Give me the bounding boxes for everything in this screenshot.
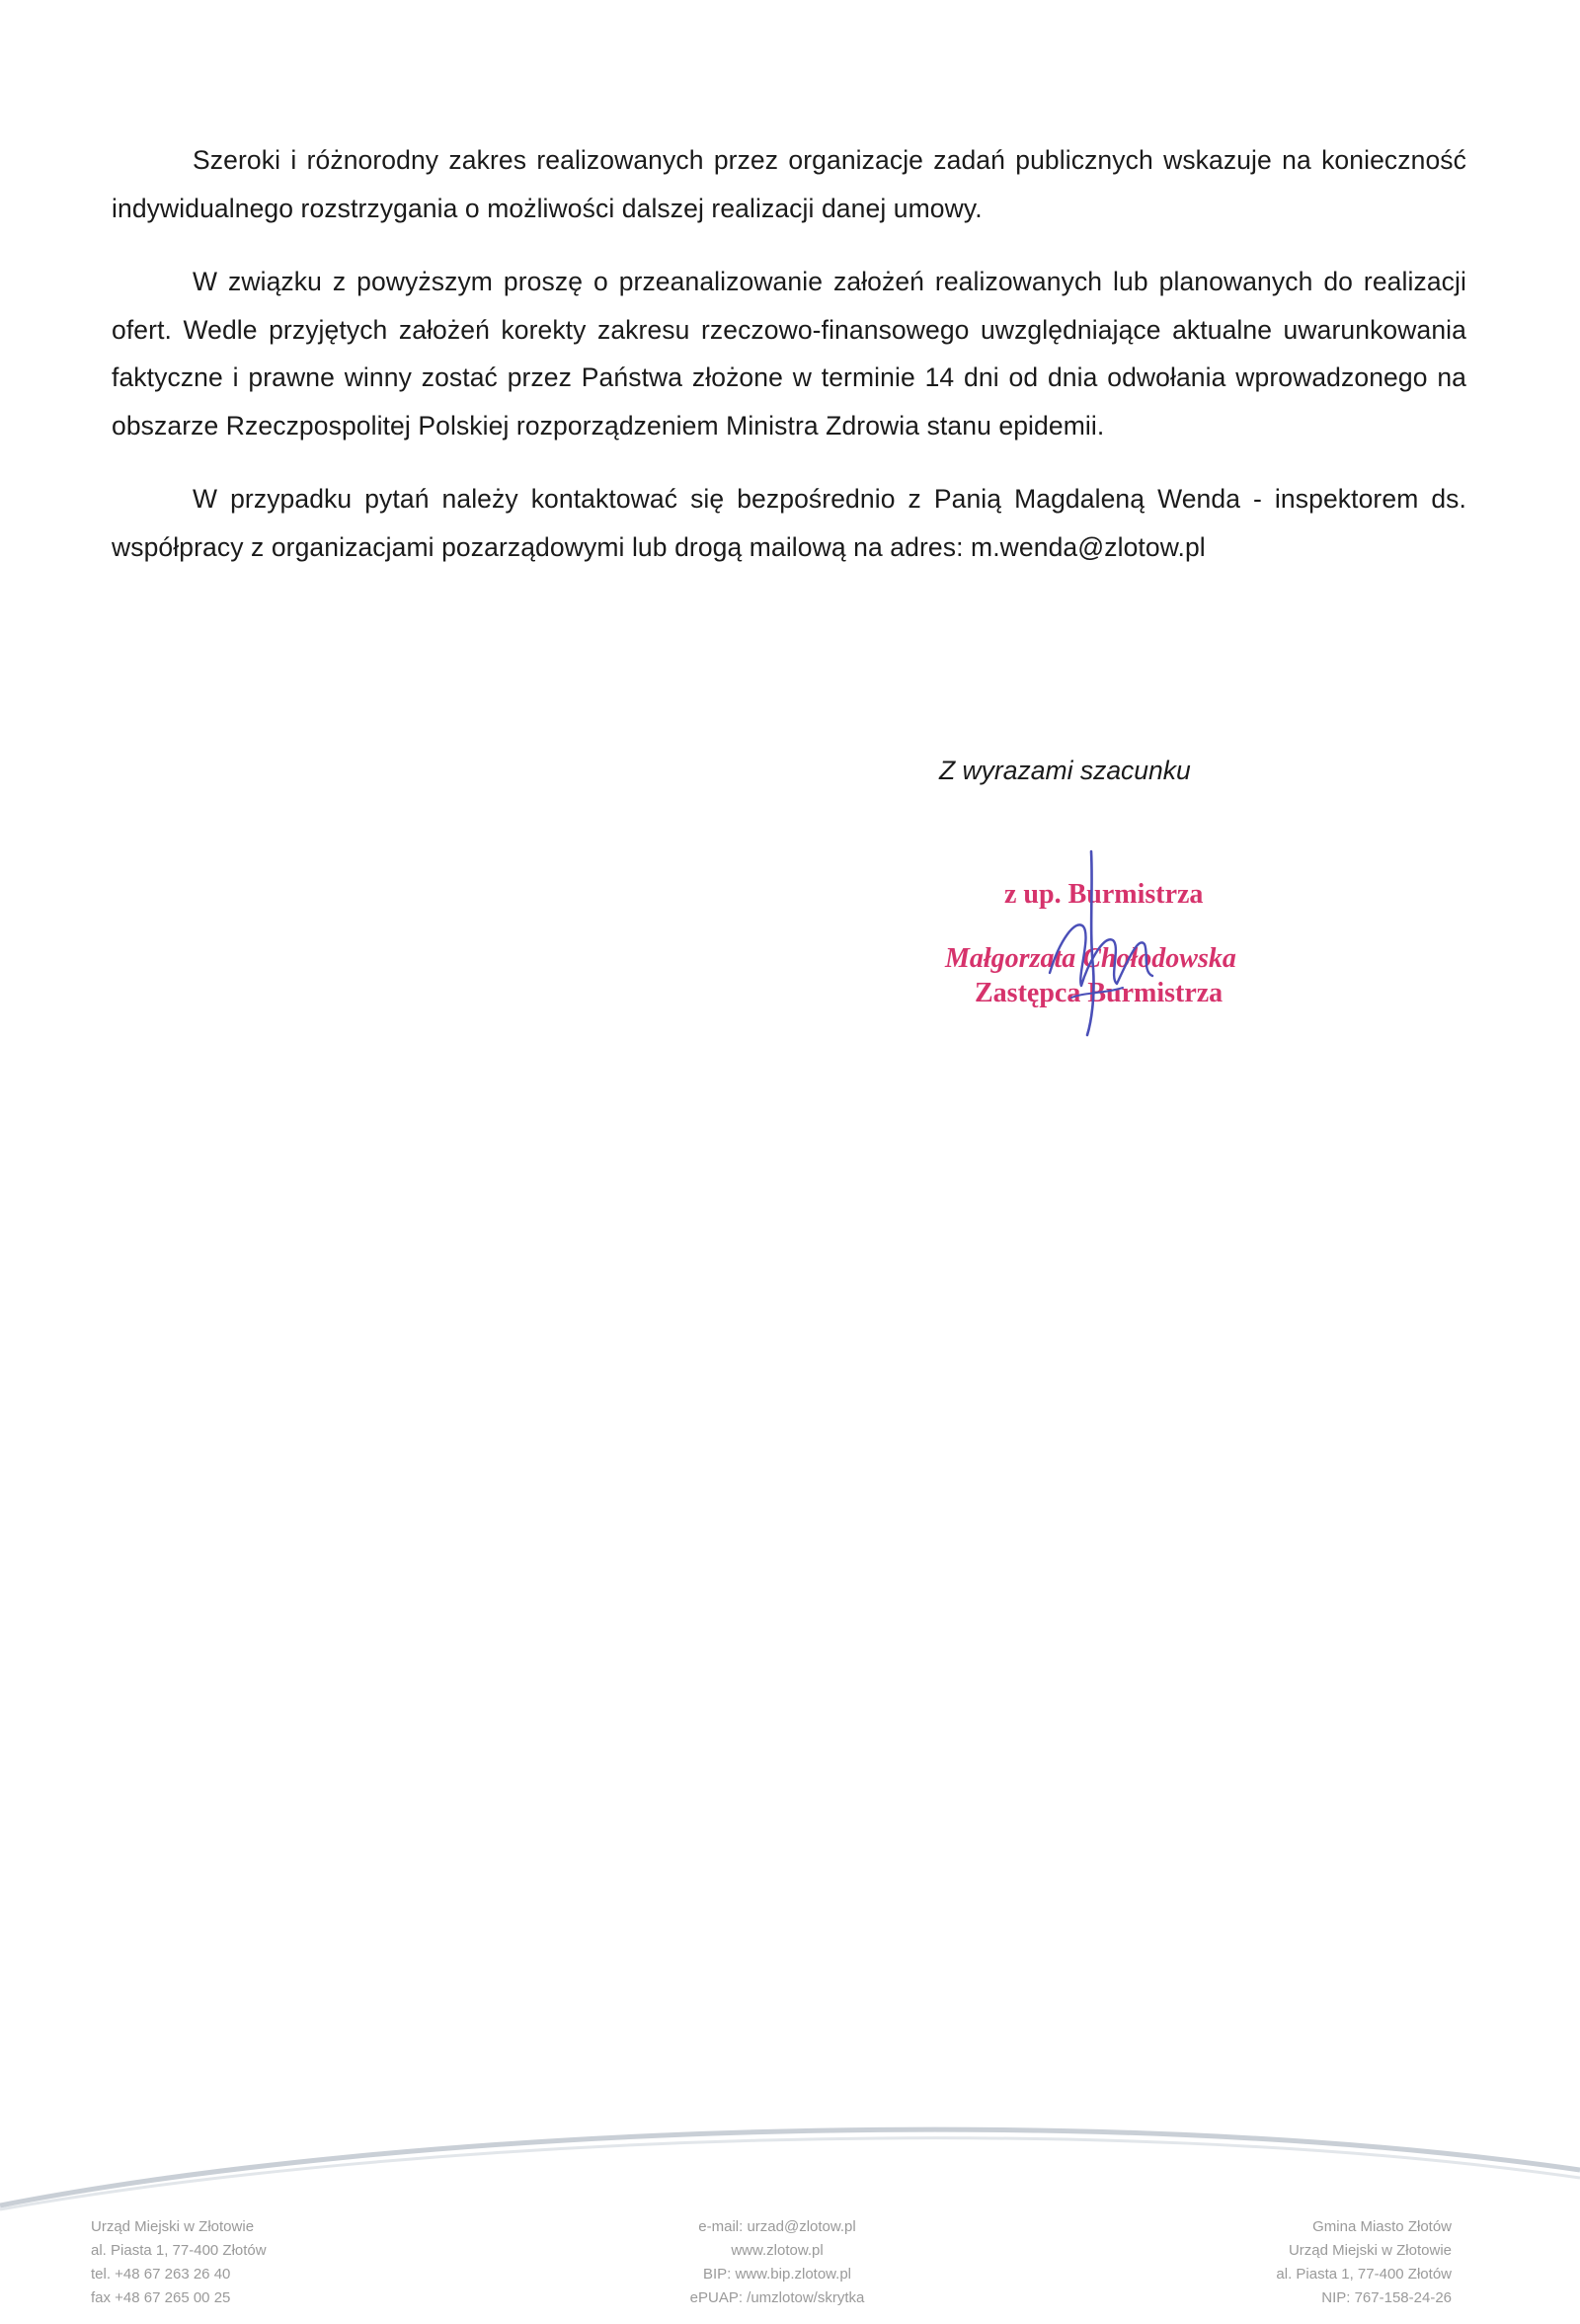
footer-left-line: al. Piasta 1, 77-400 Złotów <box>91 2242 267 2259</box>
footer-left-line: Urząd Miejski w Złotowie <box>91 2218 255 2235</box>
footer-registration <box>1254 2215 1452 2310</box>
footer-left-line: fax +48 67 265 00 25 <box>91 2289 231 2306</box>
paragraph-scope: Szeroki i różnorodny zakres realizowanych przez organizacje zadań publicznych wskazuje na konieczność indywidualnego rozstrzygania o możliwości dalszej realizacji danej umowy. <box>112 145 1466 223</box>
footer-decorative-arc <box>0 2089 1580 2227</box>
closing-salutation: Z wyrazami szacunku <box>939 756 1191 785</box>
footer-center-line: www.zlotow.pl <box>731 2242 824 2259</box>
handwritten-signature <box>1032 849 1170 1037</box>
footer-center-line: BIP: www.bip.zlotow.pl <box>702 2266 852 2283</box>
footer-address <box>91 2215 267 2310</box>
stamp-name: Małgorzata Chołodowska <box>945 943 1236 974</box>
footer-right-line: Urząd Miejski w Złotowie <box>1288 2242 1452 2259</box>
footer-left-line: tel. +48 67 263 26 40 <box>91 2266 231 2283</box>
paragraph-request: W związku z powyższym proszę o przeanalizowanie założeń realizowanych lub planowanych do realizacji ofert. Wedle przyjętych założeń korekty zakresu rzeczowo-finansowego uwzględniające aktualne uwarunkowania faktyczne i prawne winny zostać przez Państwa złożone w terminie 14 dni od dnia odwołania wprowadzonego na obszarze Rzeczpospolitej Polskiej rozporządzeniem Ministra Zdrowia stanu epidemii. <box>112 267 1466 441</box>
paragraph-contact: W przypadku pytań należy kontaktować się bezpośrednio z Panią Magdaleną Wenda - inspektorem ds. współpracy z organizacjami pozarządowymi lub drogą mailową na adres: m.wenda@zlotow.pl <box>112 484 1466 562</box>
footer-right-line: NIP: 767-158-24-26 <box>1321 2289 1452 2306</box>
footer-center-line: e-mail: urzad@zlotow.pl <box>698 2218 856 2235</box>
footer-contact <box>619 2215 935 2310</box>
letter-body <box>112 136 1466 597</box>
stamp-position: Zastępca Burmistrza <box>975 978 1224 1008</box>
footer-center-line: ePUAP: /umzlotow/skrytka <box>689 2289 865 2306</box>
footer-right-line: al. Piasta 1, 77-400 Złotów <box>1276 2266 1452 2283</box>
footer-right-line: Gmina Miasto Złotów <box>1312 2218 1452 2235</box>
stamp-authorization: z up. Burmistrza <box>1004 879 1204 910</box>
